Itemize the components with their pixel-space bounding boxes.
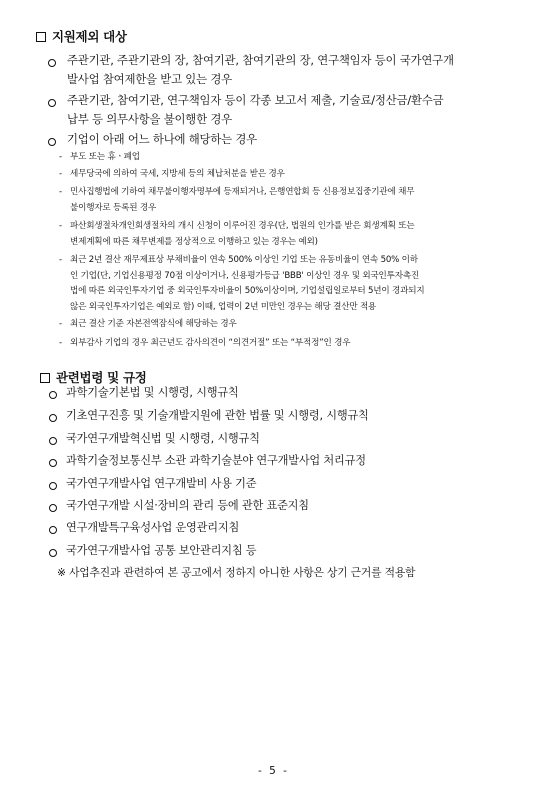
page-number: - 5 - (258, 765, 289, 777)
circle-bullet-icon (49, 504, 57, 512)
circle-bullet-icon (49, 459, 57, 467)
dash-bullet: - (59, 221, 63, 231)
section-title: 관련법령 및 규정 (56, 370, 147, 385)
circle-bullet-icon (49, 391, 57, 399)
section-heading-exclusions (36, 27, 127, 45)
sub-list-item: 최근 2년 결산 재무제표상 부채비율이 연속 500% 이상인 기업 또는 유동비율이 연속 50% 이하 인 기업(단, 기업신용평정 70점 이상이거나, 신용평가등급 'BBB' 이상인 경우 및 외국인투자촉진 법에 따른 외국인투자기업 중 외국인투자비율이 50%이상이며, 기업설립일로부터 5년이 경과되지 않은 외국인투자기업은 예외로 함) 이때, 업력이 2년 미만인 경우는 해당 결산만 적용 (70, 255, 425, 312)
sub-list-item: 부도 또는 휴ㆍ폐업 (70, 152, 140, 162)
regulation-item: 과학기술기본법 및 시행령, 시행규칙 (66, 386, 239, 399)
circle-bullet-icon (49, 437, 57, 445)
circle-bullet-icon (49, 414, 57, 422)
regulation-item: 기초연구진흥 및 기술개발지원에 관한 법률 및 시행령, 시행규칙 (66, 409, 369, 422)
regulation-item: 과학기술정보통신부 소관 과학기술분야 연구개발사업 처리규정 (66, 454, 366, 467)
list-item: 주관기관, 주관기관의 장, 참여기관, 참여기관의 장, 연구책임자 등이 국가연구개 발사업 참여제한을 받고 있는 경우 (67, 53, 454, 86)
sub-list-item: 파산회생절차개인회생절차의 개시 신청이 이루어진 경우(단, 법원의 인가를 받은 회생계획 또는 변제계획에 따른 채무변제를 정상적으로 이행하고 있는 경우는 예외) (70, 221, 415, 247)
dash-bullet: - (59, 169, 63, 179)
checkbox-square-icon (36, 32, 46, 42)
regulation-item: 연구개발특구육성사업 운영관리지침 (66, 521, 240, 534)
reference-note: ※ 사업추진과 관련하여 본 공고에서 정하지 아니한 사항은 상기 근거를 적용함 (57, 566, 416, 579)
dash-bullet: - (59, 338, 63, 348)
circle-bullet-icon (48, 138, 56, 146)
regulation-item: 국가연구개발사업 연구개발비 사용 기준 (66, 477, 257, 490)
regulation-item: 국가연구개발사업 공통 보안관리지침 등 (66, 544, 257, 557)
dash-bullet: - (59, 187, 63, 197)
sub-list-item: 외부감사 기업의 경우 최근년도 감사의견이 “의견거절” 또는 “부적정”인 경우 (70, 338, 351, 348)
dash-bullet: - (59, 255, 63, 265)
circle-bullet-icon (48, 99, 56, 107)
circle-bullet-icon (49, 526, 57, 534)
regulation-item: 국가연구개발혁신법 및 시행령, 시행규칙 (66, 432, 260, 445)
regulation-item: 국가연구개발 시설·장비의 관리 등에 관한 표준지침 (66, 499, 309, 512)
checkbox-square-icon (40, 373, 50, 383)
list-item: 주관기관, 참여기관, 연구책임자 등이 각종 보고서 제출, 기술료/정산금/환수금 납부 등 의무사항을 불이행한 경우 (67, 93, 444, 126)
sub-list-item: 최근 결산 기준 자본전액잠식에 해당하는 경우 (70, 319, 237, 329)
circle-bullet-icon (48, 59, 56, 67)
sub-list-item: 민사집행법에 기하여 채무불이행자명부에 등재되거나, 은행연합회 등 신용정보집중기관에 채무 불이행자로 등록된 경우 (70, 187, 415, 213)
circle-bullet-icon (49, 482, 57, 490)
dash-bullet: - (59, 152, 63, 162)
list-item: 기업이 아래 어느 하나에 해당하는 경우 (67, 132, 257, 146)
section-title: 지원제외 대상 (52, 29, 127, 44)
circle-bullet-icon (49, 549, 57, 557)
dash-bullet: - (59, 319, 63, 329)
sub-list-item: 세무당국에 의하여 국세, 지방세 등의 체납처분을 받은 경우 (70, 169, 285, 179)
